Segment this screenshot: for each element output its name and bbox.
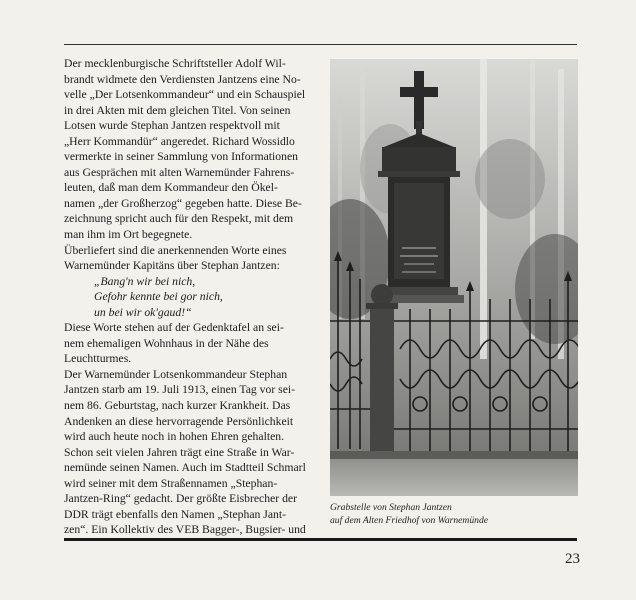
text-line: wird seiner mit dem Straßennamen „Stephan- (64, 476, 278, 490)
text-line: Lotsen wurde Stephan Jantzen respektvoll mit (64, 119, 280, 133)
text-line: Jantzen-Ring“ gedacht. Der größte Eisbrecher der (64, 492, 297, 506)
text-line: aus Gesprächen mit alten Warnemünder Fahrens- (64, 165, 295, 179)
text-line: DDR trägt ebenfalls den Namen „Stephan Jant- (64, 507, 286, 521)
verse-line: un bei wir ok'gaud!“ (94, 305, 192, 319)
text-line: Der mecklenburgische Schriftsteller Adolf Wil- (64, 57, 286, 70)
text-line: wird auch heute noch in hohen Ehren gehalten. (64, 430, 285, 444)
text-line: brandt widmete den Verdiensten Jantzens eine No- (64, 72, 301, 86)
text-line: zeichnung spricht auch für den Respekt, mit dem (64, 212, 294, 226)
text-line: in drei Akten mit dem gleichen Titel. Von seinen (64, 103, 291, 117)
text-line: leuten, daß man dem Kommandeur den Ökel- (64, 181, 278, 195)
verse-line: „Bang'n wir bei nich, (94, 274, 196, 288)
article-text (64, 56, 316, 538)
page-number: 23 (565, 551, 580, 567)
verse-line: Gefohr kennte bei gor nich, (94, 290, 223, 304)
text-line: Leuchtturmes. (64, 352, 132, 366)
photo-caption (330, 502, 580, 527)
text-line: Überliefert sind die anerkennenden Worte eines (64, 243, 287, 257)
text-line: nemünde seinen Namen. Auch im Stadtteil Schmarl (64, 461, 306, 475)
text-line: namen „der Großherzog“ gegeben hatte. Diese Be- (64, 196, 302, 210)
text-line: Schon seit vielen Jahren trägt eine Straße in War- (64, 445, 295, 459)
text-line: Andenken an diese hervorragende Persönlichkeit (64, 414, 294, 428)
text-line: zen“. Ein Kollektiv des VEB Bagger-, Bugsier- und (64, 523, 306, 537)
text-line: velle „Der Lotsenkommandeur“ und ein Schauspiel (64, 88, 306, 102)
text-line: Jantzen starb am 19. Juli 1913, einen Tag vor sei- (64, 383, 296, 397)
text-line: vermerkte in seiner Sammlung von Informationen (64, 150, 299, 164)
text-line: Der Warnemünder Lotsenkommandeur Stephan (64, 367, 288, 381)
gravestone-photo (330, 59, 578, 496)
text-line: nem 86. Geburtstag, nach kurzer Krankheit. Das (64, 399, 291, 413)
text-line: man ihm im Ort begegnete. (64, 228, 193, 242)
text-line: „Herr Kommandür“ angeredet. Richard Wossidlo (64, 134, 295, 148)
bottom-rule (64, 538, 577, 541)
caption-line: Grabstelle von Stephan Jantzen (330, 502, 452, 513)
top-rule (64, 44, 577, 45)
text-line: Diese Worte stehen auf der Gedenktafel an sei- (64, 321, 284, 335)
text-line: nem ehemaligen Wohnhaus in der Nähe des (64, 336, 269, 350)
caption-line: auf dem Alten Friedhof von Warnemünde (330, 514, 489, 526)
text-line: Warnemünder Kapitäns über Stephan Jantzen: (64, 259, 280, 273)
